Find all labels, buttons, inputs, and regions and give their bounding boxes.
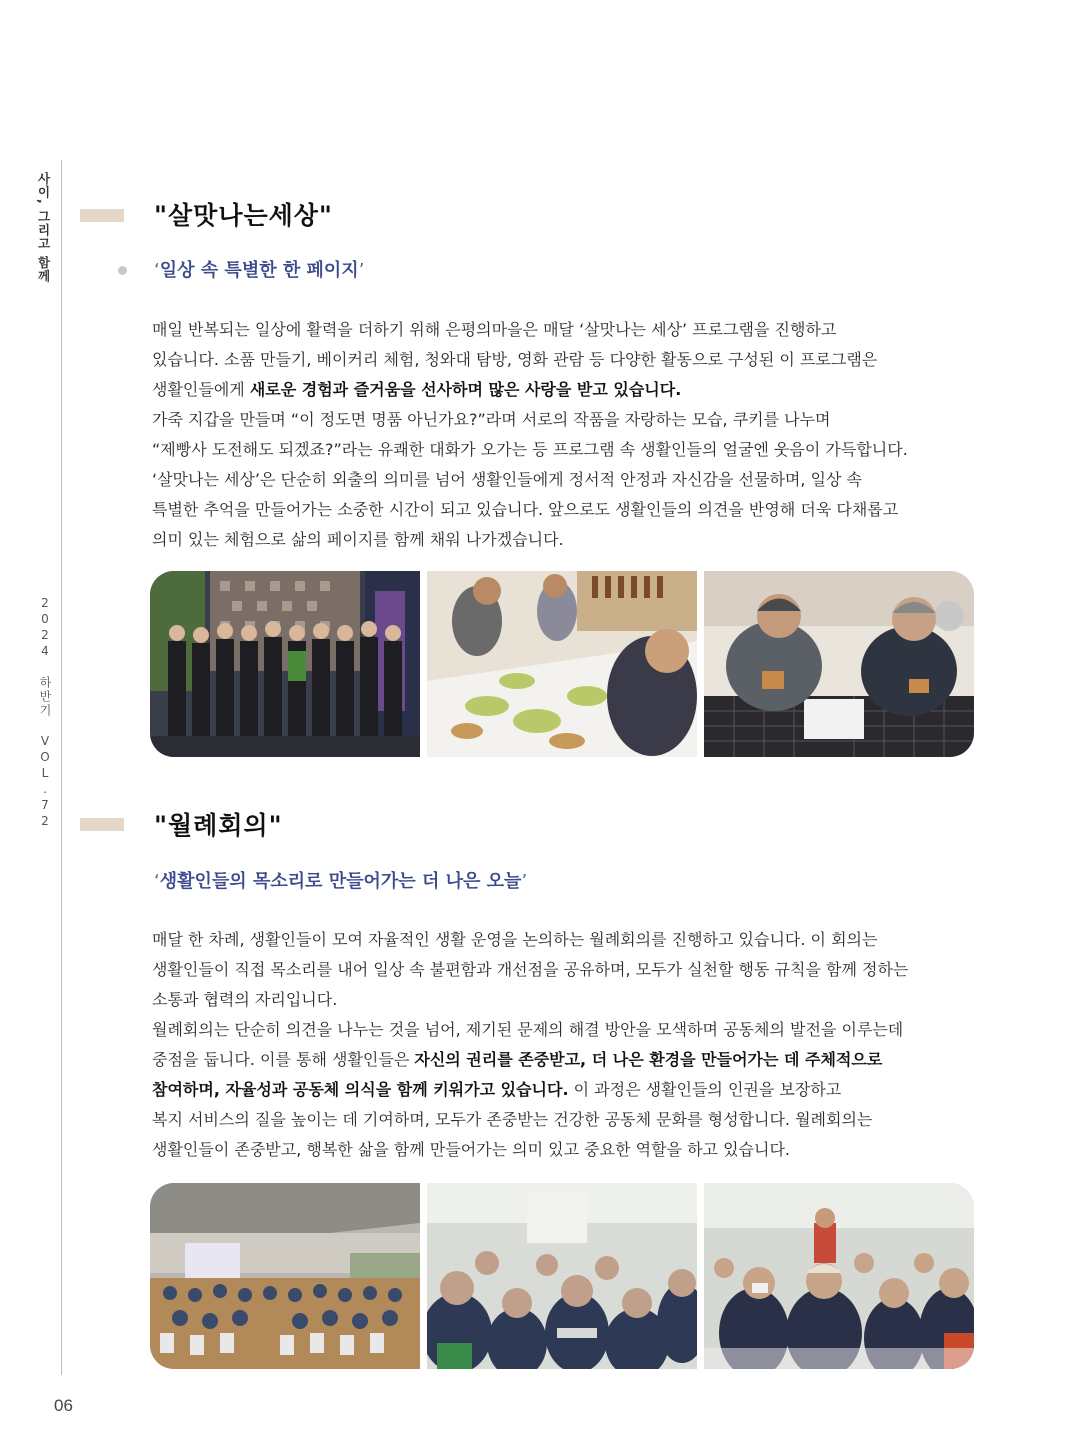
body-text: 중점을 둡니다. 이를 통해 생활인들은 — [152, 1050, 415, 1069]
body-line — [152, 955, 974, 985]
meeting-participants-photo — [704, 1183, 974, 1369]
body-line — [152, 525, 974, 555]
body-line — [152, 1045, 974, 1075]
body-line — [152, 985, 974, 1015]
group-photo — [150, 571, 420, 757]
section-subtitle: ‘일상 속 특별한 한 페이지’ — [154, 260, 365, 281]
body-line — [152, 435, 974, 465]
emphasized-text: 자신의 권리를 존중받고, 더 나은 환경을 만들어가는 데 주체적으로 — [414, 1050, 883, 1069]
body-line — [152, 1105, 974, 1135]
body-text: 생활인들이 존중받고, 행복한 삶을 함께 만들어가는 의미 있고 중요한 역할을 하고 있습니다. — [152, 1140, 790, 1159]
body-line — [152, 315, 974, 345]
section-body — [152, 315, 974, 555]
emphasized-text: 참여하며, 자율성과 공동체 의식을 함께 키워가고 있습니다. — [152, 1080, 569, 1099]
bakery-photo — [427, 571, 697, 757]
body-line — [152, 925, 974, 955]
body-text: 생활인들에게 — [152, 380, 250, 399]
body-line — [152, 495, 974, 525]
body-text: ‘살맛나는 세상’은 단순히 외출의 의미를 넘어 생활인들에게 정서적 안정과 자신감을 선물하며, 일상 속 — [152, 470, 862, 489]
section-marker — [80, 818, 124, 831]
body-line — [152, 375, 974, 405]
body-line — [152, 1015, 974, 1045]
body-line — [152, 405, 974, 435]
section-subtitle: ‘생활인들의 목소리로 만들어가는 더 나은 오늘’ — [154, 871, 528, 892]
emphasized-text: 새로운 경험과 즐거움을 선사하며 많은 사랑을 받고 있습니다. — [249, 380, 682, 399]
body-text: 복지 서비스의 질을 높이는 데 기여하며, 모두가 존중받는 건강한 공동체 문화를 형성합니다. 월례회의는 — [152, 1110, 873, 1129]
body-text: 이 과정은 생활인들의 인권을 보장하고 — [568, 1080, 842, 1099]
body-text: 의미 있는 체험으로 삶의 페이지를 함께 채워 나가겠습니다. — [152, 530, 564, 549]
photo-strip — [150, 1183, 974, 1369]
section-marker — [80, 209, 124, 222]
section-body — [152, 925, 974, 1165]
body-text: 월례회의는 단순히 의견을 나누는 것을 넘어, 제기된 문제의 해결 방안을 모색하며 공동체의 발전을 이루는데 — [152, 1020, 904, 1039]
meeting-audience-photo — [427, 1183, 697, 1369]
body-text: 생활인들이 직접 목소리를 내어 일상 속 불편함과 개선점을 공유하며, 모두가 실천할 행동 규칙을 함께 정하는 — [152, 960, 909, 979]
issue-label: 2024 하반기 VOL.72 — [38, 596, 52, 830]
bullet-dot — [118, 266, 127, 275]
body-line — [152, 465, 974, 495]
page-number: 06 — [54, 1396, 73, 1415]
body-text: 특별한 추억을 만들어가는 소중한 시간이 되고 있습니다. 앞으로도 생활인들의 의견을 반영해 더욱 다채롭고 — [152, 500, 899, 519]
body-text: 매일 반복되는 일상에 활력을 더하기 위해 은평의마을은 매달 ‘살맛나는 세상’ 프로그램을 진행하고 — [152, 320, 837, 339]
craft-photo — [704, 571, 974, 757]
body-text: 매달 한 차례, 생활인들이 모여 자율적인 생활 운영을 논의하는 월례회의를 진행하고 있습니다. 이 회의는 — [152, 930, 878, 949]
photo-strip — [150, 571, 974, 757]
body-line — [152, 1075, 974, 1105]
sidebar-divider — [61, 160, 62, 1375]
section-title: "살맛나는세상" — [154, 201, 333, 230]
meeting-hall-photo — [150, 1183, 420, 1369]
body-text: 있습니다. 소품 만들기, 베이커리 체험, 청와대 탐방, 영화 관람 등 다양한 활동으로 구성된 이 프로그램은 — [152, 350, 878, 369]
body-line — [152, 345, 974, 375]
magazine-title: 사이, 그리고 함께 — [36, 172, 51, 283]
body-text: 소통과 협력의 자리입니다. — [152, 990, 338, 1009]
body-line — [152, 1135, 974, 1165]
body-text: 가죽 지갑을 만들며 “이 정도면 명품 아닌가요?”라며 서로의 작품을 자랑하는 모습, 쿠키를 나누며 — [152, 410, 831, 429]
section-title: "월례회의" — [154, 811, 283, 840]
body-text: “제빵사 도전해도 되겠죠?”라는 유쾌한 대화가 오가는 등 프로그램 속 생활인들의 얼굴엔 웃음이 가득합니다. — [152, 440, 908, 459]
